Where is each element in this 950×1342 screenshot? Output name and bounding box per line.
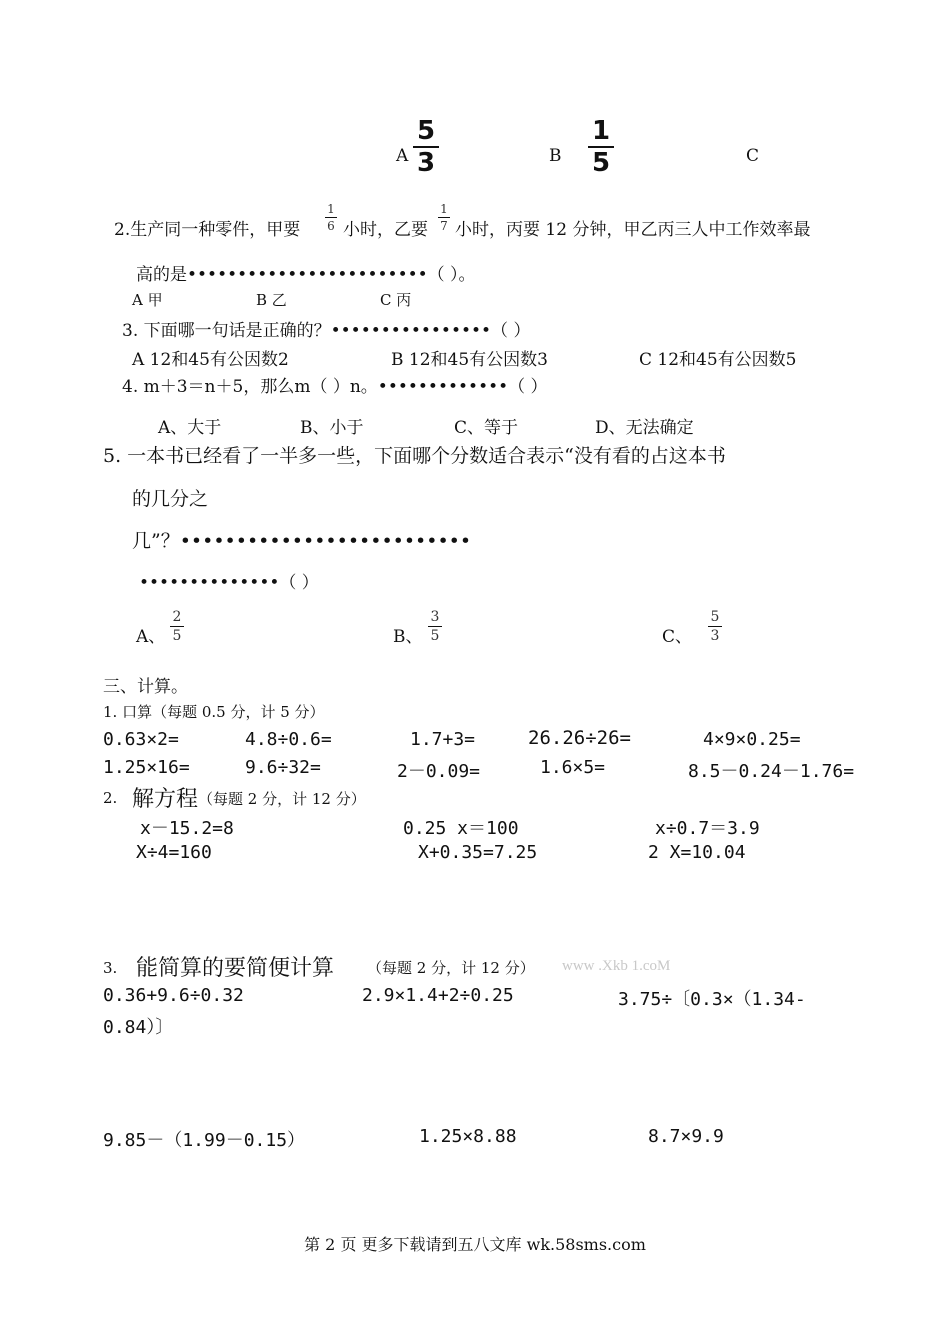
simplify-row2-item1: 9.85－（1.99－0.15） — [103, 1130, 306, 1151]
simplify-row2-item2: 1.25×8.88 — [419, 1126, 517, 1147]
q2-fraction-1: 1 6 — [325, 203, 337, 232]
oral-row2-item2: 9.6÷32= — [245, 757, 321, 778]
equation-row1-item3: x÷0.7＝3.9 — [655, 818, 760, 839]
oral-row1-item5: 4×9×0.25= — [703, 729, 801, 750]
q2-option-a: A 甲 — [132, 291, 163, 309]
q4-option-d: D、无法确定 — [595, 418, 694, 438]
q3-option-a: A 12和45有公因数2 — [132, 350, 289, 370]
q5-option-c-fraction: 5 3 — [708, 610, 722, 643]
oral-row1-item3: 1.7+3= — [410, 729, 476, 750]
oral-calc-title: 1. 口算（每题 0.5 分，计 5 分） — [103, 703, 325, 721]
equation-note: （每题 2 分，计 12 分） — [198, 790, 366, 808]
simplify-title: 能简算的要简便计算 — [136, 956, 335, 981]
q5-line3: 几”？•••••••••••••••••••••••••• — [132, 530, 472, 552]
simplify-number: 3. — [103, 959, 118, 977]
simplify-row1-item3: 3.75÷〔0.3×（1.34- — [618, 989, 806, 1010]
equation-title: 解方程 — [132, 787, 199, 812]
q5-option-b-label: B、 — [393, 627, 423, 647]
q5-line4: ••••••••••••••（ ） — [139, 573, 319, 593]
q3-stem: 3. 下面哪一句话是正确的？••••••••••••••••（ ） — [122, 321, 531, 341]
q1-option-b-label: B — [549, 146, 562, 166]
q5-line2: 的几分之 — [132, 488, 209, 510]
watermark-text: www .Xkb 1.coM — [562, 958, 671, 974]
page-footer: 第 2 页 更多下载请到五八文库 wk.58sms.com — [304, 1235, 646, 1254]
q4-option-c: C、等于 — [454, 418, 519, 438]
equation-row2-item1: X÷4=160 — [136, 842, 212, 863]
q2-option-b: B 乙 — [256, 291, 287, 309]
q2-text-part1: 2.生产同一种零件，甲要 — [114, 220, 301, 240]
simplify-row1-item2: 2.9×1.4+2÷0.25 — [362, 985, 514, 1006]
q1-option-b-fraction: 1 5 — [588, 118, 614, 176]
simplify-row1-continuation: 0.84）〕 — [103, 1017, 174, 1038]
q2-line2: 高的是••••••••••••••••••••••••（ ）。 — [136, 265, 476, 285]
q2-text-part2: 小时，乙要 — [343, 220, 428, 240]
oral-row1-item4: 26.26÷26= — [528, 727, 631, 749]
q5-line1: 5. 一本书已经看了一半多一些，下面哪个分数适合表示“没有看的占这本书 — [103, 445, 726, 467]
equation-row2-item3: 2 X=10.04 — [648, 842, 746, 863]
q5-option-b-fraction: 3 5 — [428, 610, 442, 643]
oral-row2-item3: 2－0.09= — [397, 761, 481, 782]
q5-option-c-label: C、 — [662, 627, 693, 647]
oral-row1-item2: 4.8÷0.6= — [245, 729, 332, 750]
q4-option-a: A、大于 — [158, 418, 222, 438]
q1-option-c-label: C — [746, 146, 760, 166]
q2-option-c: C 丙 — [380, 291, 412, 309]
oral-row2-item4: 1.6×5= — [540, 757, 606, 778]
simplify-row1-item1: 0.36+9.6÷0.32 — [103, 985, 244, 1006]
q3-option-c: C 12和45有公因数5 — [639, 350, 797, 370]
equation-row1-item1: x－15.2=8 — [140, 818, 234, 839]
equation-row2-item2: X+0.35=7.25 — [418, 842, 538, 863]
q2-fraction-2: 1 7 — [438, 203, 450, 232]
equation-number: 2. — [103, 789, 118, 807]
simplify-row2-item3: 8.7×9.9 — [648, 1126, 724, 1147]
q4-stem: 4. m＋3＝n＋5，那么m（ ）n。•••••••••••••（ ） — [122, 377, 548, 397]
q2-text-part3: 小时，丙要 12 分钟，甲乙丙三人中工作效率最 — [455, 220, 811, 240]
oral-row2-item5: 8.5－0.24－1.76= — [688, 761, 855, 782]
oral-row1-item1: 0.63×2= — [103, 729, 179, 750]
oral-row2-item1: 1.25×16= — [103, 757, 190, 778]
q5-option-a-label: A、 — [136, 627, 166, 647]
q1-option-a-label: A — [396, 146, 409, 166]
q5-option-a-fraction: 2 5 — [170, 610, 184, 643]
equation-row1-item2: 0.25 x＝100 — [403, 818, 519, 839]
q1-option-a-fraction: 5 3 — [413, 118, 439, 176]
section-3-heading: 三、计算。 — [103, 677, 188, 697]
q4-option-b: B、小于 — [300, 418, 364, 438]
simplify-note: （每题 2 分，计 12 分） — [367, 959, 535, 977]
q3-option-b: B 12和45有公因数3 — [391, 350, 548, 370]
